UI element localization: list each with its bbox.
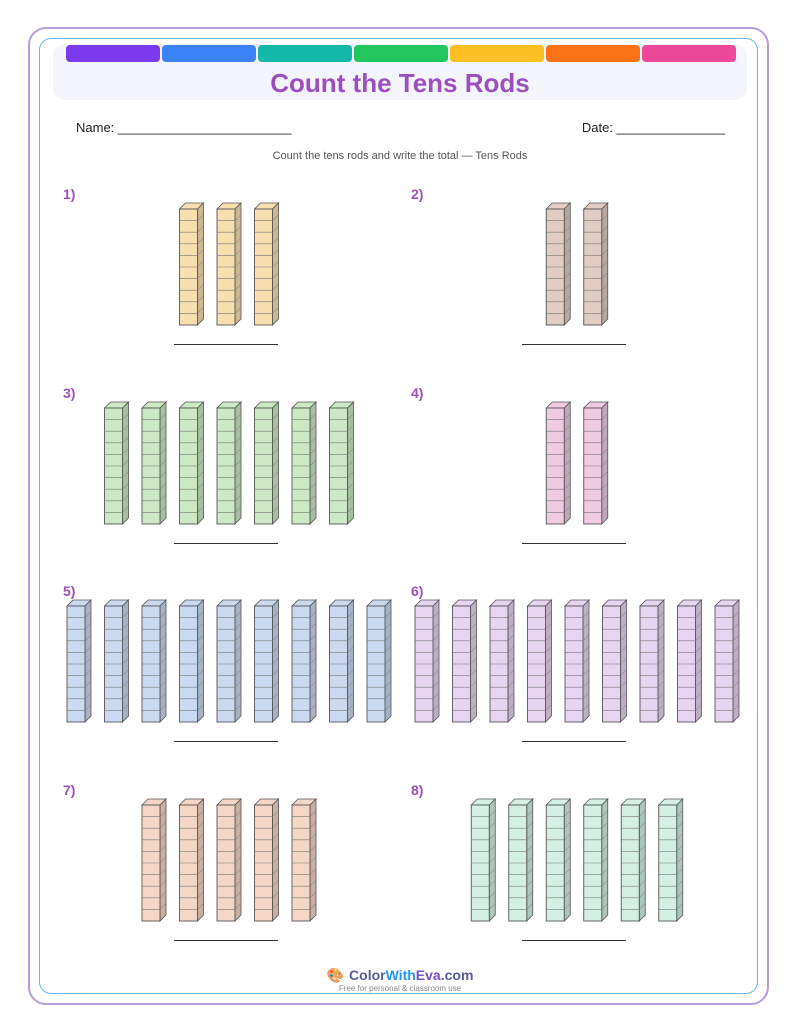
brand-with-text: With [385, 967, 416, 983]
problem-number: 1) [63, 186, 76, 202]
tens-rod [471, 799, 495, 921]
page-title: Count the Tens Rods [270, 68, 530, 98]
problem-number: 5) [63, 583, 76, 599]
instructions: Count the tens rods and write the total — Tens Rods [272, 150, 528, 162]
answer-line[interactable] [522, 940, 626, 941]
brand-logo [0, 967, 800, 984]
brand-color-text: Color [349, 967, 386, 983]
tens-rod [584, 799, 608, 921]
tens-rod [621, 799, 645, 921]
tens-rod [659, 799, 683, 921]
brand-eva-text: Eva [415, 967, 441, 983]
problem-number: 8) [411, 782, 424, 798]
name-field: Name: ________________________ [76, 120, 292, 135]
problem-number: 3) [63, 385, 76, 401]
brand-com-text: .com [440, 967, 474, 983]
tens-rod [546, 799, 570, 921]
tens-rod [509, 799, 533, 921]
problem-number: 6) [411, 583, 424, 599]
date-field: Date: _______________ [581, 120, 725, 135]
problem-number: 2) [411, 186, 424, 202]
problem-number: 7) [63, 782, 76, 798]
problem-number: 4) [411, 385, 424, 401]
palette-icon: 🎨 [326, 967, 345, 983]
footer [0, 967, 800, 993]
brand-tagline: Free for personal & classroom use [338, 984, 462, 993]
